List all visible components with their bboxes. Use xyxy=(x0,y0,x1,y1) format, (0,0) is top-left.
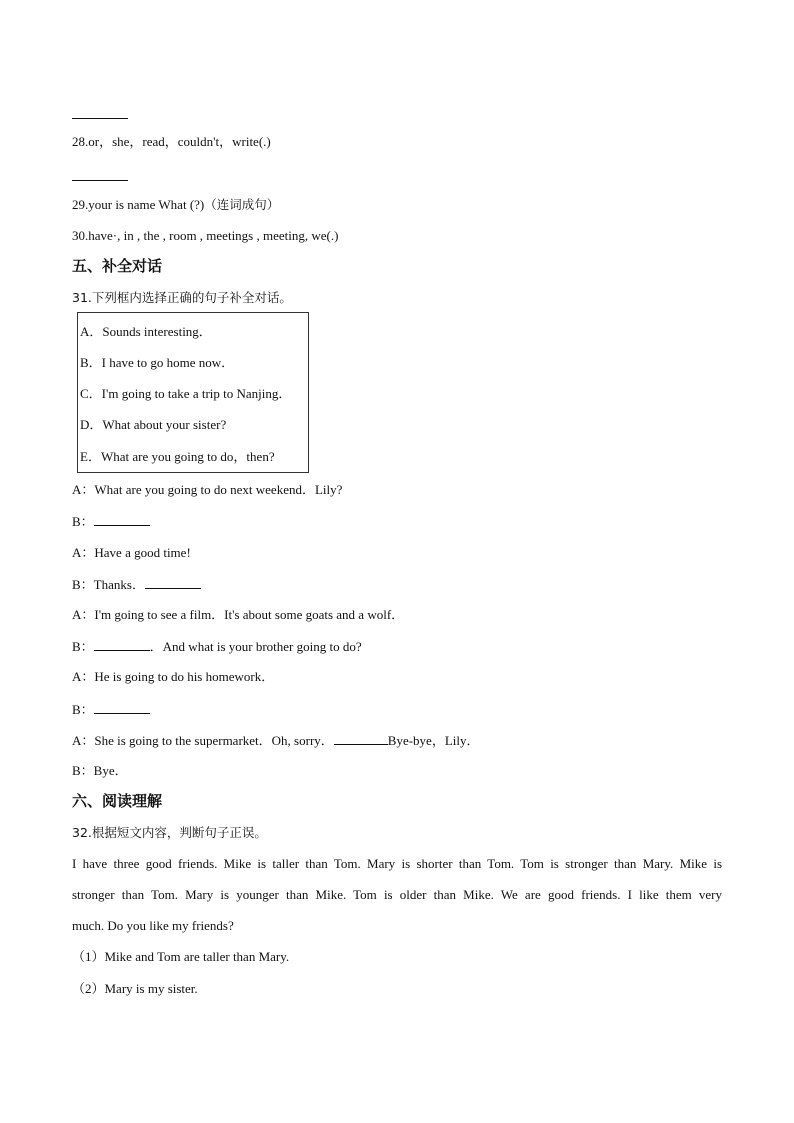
speaker-b: B： xyxy=(72,514,94,529)
dialogue-line-4 xyxy=(72,576,201,593)
judgement-item-1: （1）Mike and Tom are taller than Mary. xyxy=(72,949,290,964)
section-6-heading: 六、阅读理解 xyxy=(72,792,163,810)
dialogue-line-6 xyxy=(72,638,362,655)
judgement-item-2: （2）Mary is my sister. xyxy=(72,981,198,996)
answer-blank[interactable] xyxy=(94,638,150,651)
answer-blank[interactable] xyxy=(94,701,150,714)
dialogue-line-5: A：I'm going to see a film．It's about some goats and a wolf． xyxy=(72,607,405,622)
option-c: C．I'm going to take a trip to Nanjing． xyxy=(80,386,292,401)
question-28: 28.or，she，read，couldn't，write(.) xyxy=(72,134,271,149)
option-a: A．Sounds interesting． xyxy=(80,324,212,339)
dialogue-text: Bye-bye，Lily． xyxy=(387,733,480,748)
answer-blank[interactable] xyxy=(94,513,150,526)
option-e: E．What are you going to do，then? xyxy=(80,449,275,464)
dialogue-line-1: A：What are you going to do next weekend．Lily? xyxy=(72,482,343,497)
answer-blank-line xyxy=(72,180,128,181)
dialogue-line-7: A：He is going to do his homework． xyxy=(72,669,275,684)
options-box xyxy=(77,312,309,473)
question-29-words: 29.your is name What (?) xyxy=(72,197,205,212)
dialogue-text: B：Thanks． xyxy=(72,577,145,592)
question-31: 31.下列框内选择正确的句子补全对话。 xyxy=(72,290,292,305)
question-30: 30.have·, in , the , room , meetings , meeting, we(.) xyxy=(72,228,339,243)
answer-blank[interactable] xyxy=(334,732,388,745)
dialogue-text: ．And what is your brother going to do? xyxy=(149,639,362,654)
section-5-heading: 五、补全对话 xyxy=(72,257,163,275)
dialogue-text: A：She is going to the supermarket．Oh, sorry． xyxy=(72,733,334,748)
dialogue-line-2 xyxy=(72,513,150,530)
dialogue-line-8 xyxy=(72,701,150,718)
passage-line-3: much. Do you like my friends? xyxy=(72,918,234,933)
passage-line-1: I have three good friends. Mike is taller than Tom. Mary is shorter than Tom. Tom is stronger than Mary. Mike is xyxy=(72,856,722,871)
speaker-b: B： xyxy=(72,639,94,654)
passage-line-2: stronger than Tom. Mary is younger than Mike. Tom is older than Mike. We are good friends. I like them very xyxy=(72,887,722,902)
dialogue-line-10: B：Bye． xyxy=(72,763,128,778)
question-32: 32.根据短文内容，判断句子正误。 xyxy=(72,825,267,840)
dialogue-line-9 xyxy=(72,732,480,749)
answer-blank[interactable] xyxy=(145,576,201,589)
dialogue-line-3: A：Have a good time! xyxy=(72,545,191,560)
question-29-instruction: （连词成句） xyxy=(204,197,280,212)
option-b: B．I have to go home now． xyxy=(80,355,235,370)
speaker-b: B： xyxy=(72,702,94,717)
answer-blank-line xyxy=(72,118,128,119)
question-29 xyxy=(72,197,279,213)
option-d: D．What about your sister? xyxy=(80,417,227,432)
